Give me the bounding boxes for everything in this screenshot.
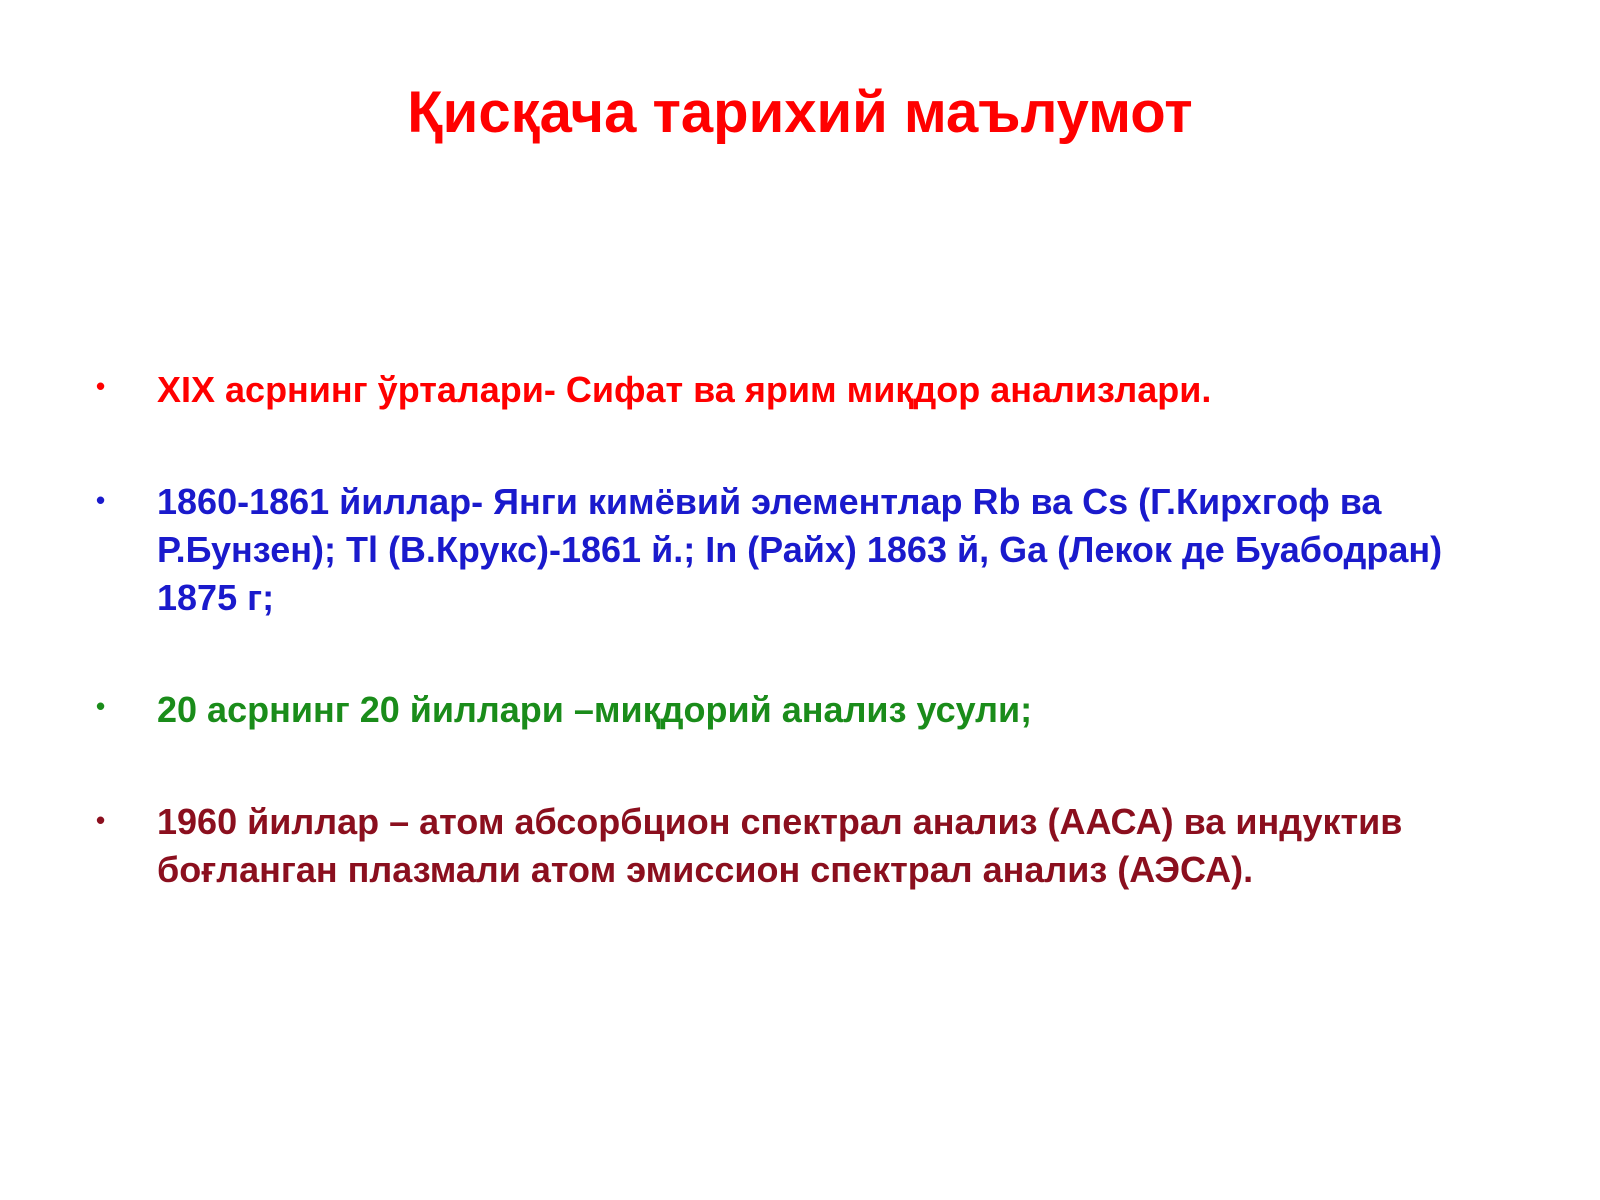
- bullet-dot-icon: •: [96, 485, 106, 515]
- bullet-text: 1860-1861 йиллар- Янги кимёвий элементлар Rb ва Cs (Г.Кирхгоф ва Р.Бунзен); Tl (В.Крукс)-1861 й.; In (Райх) 1863 й, Ga (Лекок де Буабодран) 1875 г;: [157, 481, 1443, 618]
- bullet-text: 1960 йиллар – атом абсорбцион спектрал анализ (ААСА) ва индуктив боғланган плазмали атом эмиссион спектрал анализ (АЭСА).: [157, 801, 1403, 890]
- bullet-text: 20 асрнинг 20 йиллари –миқдорий анализ усули;: [157, 689, 1033, 730]
- bullet-dot-icon: •: [96, 805, 106, 835]
- slide-title: Қисқача тарихий маълумот: [407, 80, 1193, 145]
- bullet-dot-icon: •: [96, 691, 106, 721]
- bullet-text: XIX асрнинг ўрталари- Сифат ва ярим миқдор анализлари.: [157, 369, 1212, 410]
- bullet-dot-icon: •: [96, 371, 106, 401]
